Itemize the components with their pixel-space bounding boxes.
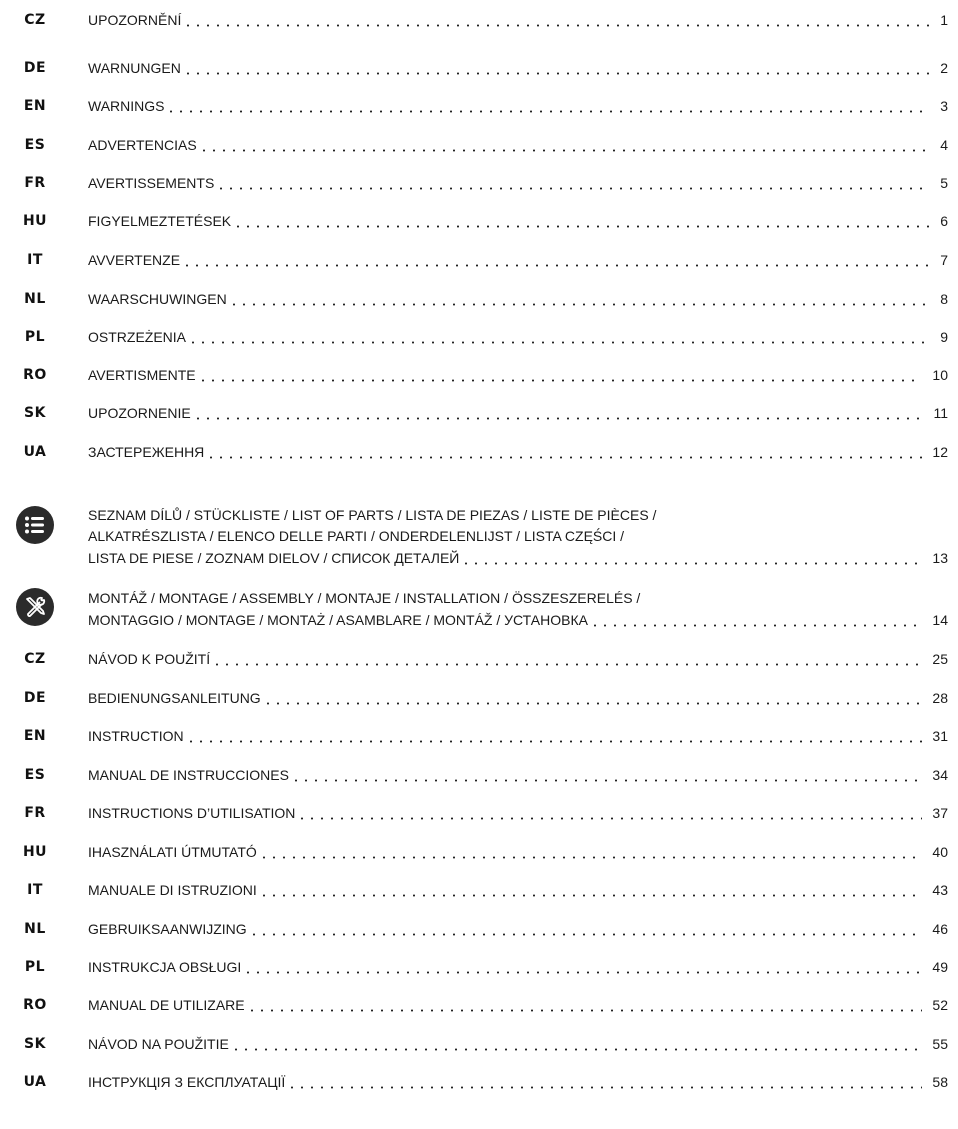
language-code: CZ [24, 651, 46, 667]
language-code: UA [23, 1074, 47, 1090]
dot-leader [287, 1079, 922, 1091]
language-code: EN [23, 98, 47, 114]
toc-title: MANUAL DE INSTRUCCIONES [88, 767, 289, 783]
dot-leader [216, 180, 930, 192]
page-number: 1 [940, 12, 948, 28]
dot-leader [182, 257, 930, 269]
list-icon [15, 505, 55, 545]
page-number: 9 [940, 329, 948, 345]
assembly-line-2: MONTAGGIO / MONTAGE / MONTAŻ / ASAMBLARE / MONTÁŽ / УСТАНОВКА [88, 612, 588, 628]
toc-title: IHASZNÁLATI ÚTMUTATÓ [88, 844, 257, 860]
dot-leader [183, 17, 930, 29]
parts-line-2: ALKATRÉSZLISTA / ELENCO DELLE PARTI / ONDERDELENLIJST / LISTA CZĘŚCI / [88, 528, 625, 544]
toc-title: WARNINGS [88, 98, 165, 114]
language-code: PL [24, 959, 46, 975]
tools-icon [15, 587, 55, 627]
language-code: CZ [24, 12, 46, 28]
toc-title: ADVERTENCIAS [88, 137, 197, 153]
page-number: 43 [932, 882, 948, 898]
dot-leader [259, 849, 923, 861]
toc-title: UPOZORNĚNÍ [88, 12, 182, 28]
toc-title: BEDIENUNGSANLEITUNG [88, 690, 261, 706]
page-number: 7 [940, 252, 948, 268]
dot-leader [188, 334, 930, 346]
toc-title: ІНСТРУКЦІЯ З ЕКСПЛУАТАЦІЇ [88, 1074, 286, 1090]
toc-title: OSTRZEŻENIA [88, 329, 187, 345]
language-code: RO [23, 997, 47, 1013]
page-number: 4 [940, 137, 948, 153]
page-number: 3 [940, 98, 948, 114]
toc-title: NÁVOD K POUŽITÍ [88, 651, 211, 667]
language-code: HU [22, 844, 48, 860]
language-code: ES [24, 137, 46, 153]
dot-leader [198, 372, 923, 384]
dot-leader [247, 1002, 923, 1014]
dot-leader [461, 555, 922, 567]
toc-title: WAARSCHUWINGEN [88, 291, 227, 307]
dot-leader [233, 218, 930, 230]
toc-title: FIGYELMEZTETÉSEK [88, 213, 232, 229]
toc-title: AVERTISMENTE [88, 367, 196, 383]
toc-title: UPOZORNENIE [88, 405, 191, 421]
language-code: FR [24, 175, 46, 191]
toc-title: GEBRUIKSAANWIJZING [88, 921, 247, 937]
page-number: 5 [940, 175, 948, 191]
toc-row-assembly[interactable] [0, 585, 958, 645]
page-number: 10 [932, 367, 948, 383]
language-code: DE [23, 690, 47, 706]
dot-leader [297, 810, 922, 822]
page-number: 58 [932, 1074, 948, 1090]
language-code: PL [24, 329, 46, 345]
language-code: NL [24, 921, 46, 937]
page-number: 31 [932, 728, 948, 744]
toc-title: INSTRUCTIONS D’UTILISATION [88, 805, 296, 821]
toc-title: MANUAL DE UTILIZARE [88, 997, 245, 1013]
toc-title: MANUALE DI ISTRUZIONI [88, 882, 257, 898]
toc-title: ЗАСТЕРЕЖЕННЯ [88, 444, 205, 460]
language-code: UA [23, 444, 47, 460]
parts-line-3: LISTA DE PIESE / ZOZNAM DIELOV / СПИСОК ДЕТАЛЕЙ [88, 550, 460, 566]
language-code: RO [23, 367, 47, 383]
page-number: 12 [932, 444, 948, 460]
language-code: HU [22, 213, 48, 229]
toc-title: INSTRUCTION [88, 728, 184, 744]
page-number: 28 [932, 690, 948, 706]
language-code: ES [24, 767, 46, 783]
page-number: 40 [932, 844, 948, 860]
dot-leader [291, 772, 922, 784]
toc-row-parts[interactable] [0, 485, 958, 565]
language-code: SK [24, 405, 46, 421]
language-code: DE [23, 60, 47, 76]
dot-leader [259, 887, 923, 899]
page-number: 14 [932, 612, 948, 628]
page-number: 25 [932, 651, 948, 667]
dot-leader [229, 296, 931, 308]
toc-title: AVVERTENZE [88, 252, 181, 268]
dot-leader [263, 695, 923, 707]
page-number: 37 [932, 805, 948, 821]
dot-leader [212, 656, 922, 668]
language-code: IT [27, 882, 43, 898]
page-number: 34 [932, 767, 948, 783]
page-number: 6 [940, 213, 948, 229]
language-code: EN [23, 728, 47, 744]
dot-leader [193, 410, 924, 422]
toc-title: INSTRUKCJA OBSŁUGI [88, 959, 242, 975]
page-number: 11 [933, 405, 948, 421]
dot-leader [249, 926, 923, 938]
toc-title: NÁVOD NA POUŽITIE [88, 1036, 229, 1052]
page-number: 13 [932, 550, 948, 566]
page-number: 46 [932, 921, 948, 937]
parts-line-1: SEZNAM DÍLŮ / STÜCKLISTE / LIST OF PARTS / LISTA DE PIEZAS / LISTE DE PIÈCES / [88, 507, 657, 523]
dot-leader [243, 964, 922, 976]
toc-title: WARNUNGEN [88, 60, 181, 76]
toc-title: AVERTISSEMENTS [88, 175, 215, 191]
dot-leader [166, 103, 930, 115]
page-number: 55 [932, 1036, 948, 1052]
dot-leader [183, 65, 930, 77]
dot-leader [206, 449, 922, 461]
dot-leader [199, 142, 931, 154]
page-number: 8 [940, 291, 948, 307]
page-number: 2 [940, 60, 948, 76]
dot-leader [186, 733, 923, 745]
page-number: 52 [932, 997, 948, 1013]
language-code: SK [24, 1036, 46, 1052]
dot-leader [590, 617, 922, 629]
dot-leader [231, 1041, 923, 1053]
page-number: 49 [932, 959, 948, 975]
language-code: NL [24, 291, 46, 307]
language-code: IT [27, 252, 43, 268]
assembly-line-1: MONTÁŽ / MONTAGE / ASSEMBLY / MONTAJE / INSTALLATION / ÖSSZESZERELÉS / [88, 590, 641, 606]
language-code: FR [24, 805, 46, 821]
